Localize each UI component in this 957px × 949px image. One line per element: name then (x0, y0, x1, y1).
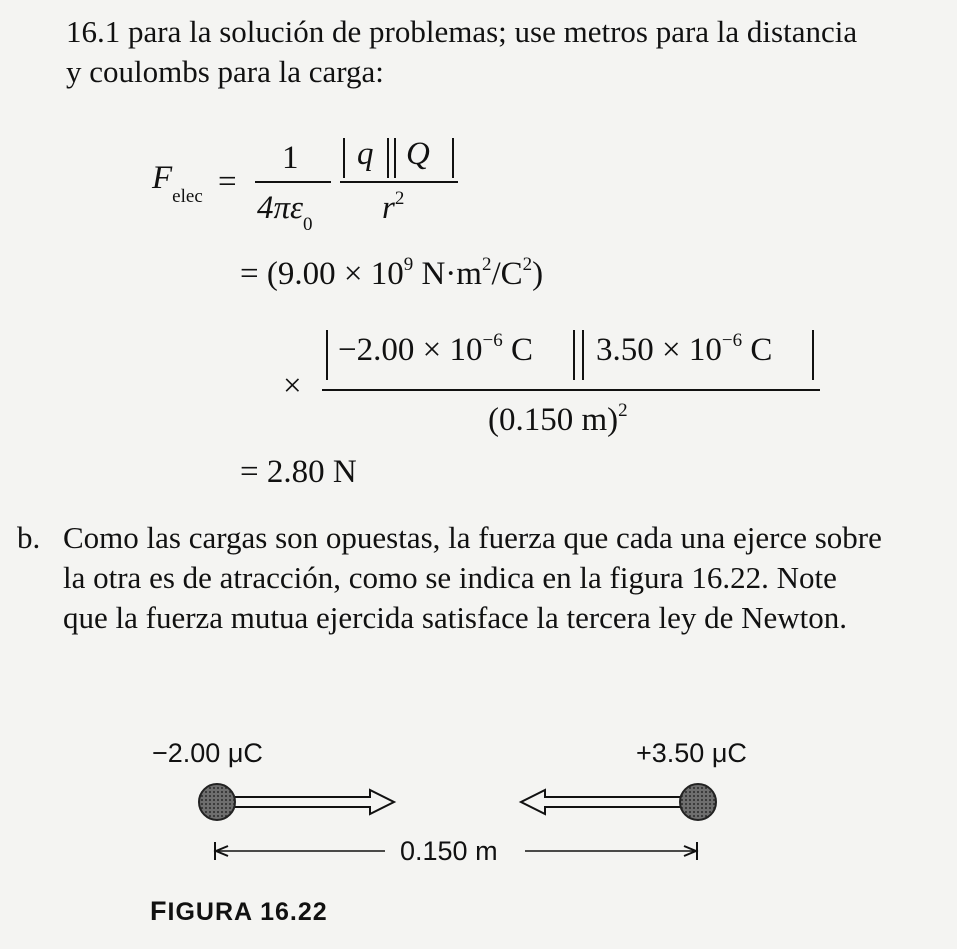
denominator-const: $4\pi\varepsilon_0$ (257, 190, 313, 235)
positive-charge (680, 784, 716, 820)
charge-left-label: −2.00 μC (152, 738, 263, 768)
abs-bar (394, 138, 396, 178)
abs-bar (326, 330, 328, 380)
abs-bar (812, 330, 814, 380)
intro-line-2: y coulombs para la carga: (66, 54, 384, 89)
charge-right-label: +3.50 μC (636, 738, 747, 768)
equals-sign-1: = (218, 164, 237, 200)
abs-bar (582, 330, 584, 380)
abs-bar (343, 138, 345, 178)
force-subscript: elec (172, 186, 203, 207)
charge-Q-symbol: Q (406, 136, 430, 172)
part-b-line-2: la otra es de atracción, como se indica en la figura 16.22. Note (63, 560, 837, 595)
charge-1-value: $-2.00 \times 10^{-6}$ C (338, 330, 533, 368)
part-b-line-1: Como las cargas son opuestas, la fuerza que cada una ejerce sobre (63, 520, 882, 555)
figure-caption: FIGURA 16.22 (150, 896, 328, 926)
fraction-bar-3 (322, 389, 820, 391)
distance-value: (0.150 m)$^2$ (488, 400, 628, 438)
numerator-one: 1 (282, 140, 299, 176)
part-b-line-3: que la fuerza mutua ejercida satisface la tercera ley de Newton. (63, 600, 848, 635)
intro-line-1: 16.1 para la solución de problemas; use metros para la distancia (66, 14, 858, 49)
charge-2-value: $3.50 \times 10^{-6}$ C (596, 330, 773, 368)
abs-bar (452, 138, 454, 178)
abs-bar (573, 330, 575, 380)
fraction-bar-2 (340, 181, 458, 183)
part-b-marker: b. (17, 520, 41, 555)
charge-q-symbol: q (357, 136, 374, 172)
force-arrow-left (220, 790, 394, 814)
coulomb-constant-line: = ($9.00 \times 10^9$ $N\cdot m^2/C^2$) (240, 254, 544, 292)
force-symbol: $F_{elec}$ (152, 160, 203, 207)
force-arrow-right (521, 790, 685, 814)
times-sign: × (283, 368, 302, 404)
abs-bar (387, 138, 389, 178)
distance-squared: $r^2$ (382, 188, 405, 226)
result-line: = 2.80 N (240, 454, 357, 490)
distance-label: 0.150 m (400, 836, 498, 866)
fraction-bar-1 (255, 181, 331, 183)
negative-charge (199, 784, 235, 820)
